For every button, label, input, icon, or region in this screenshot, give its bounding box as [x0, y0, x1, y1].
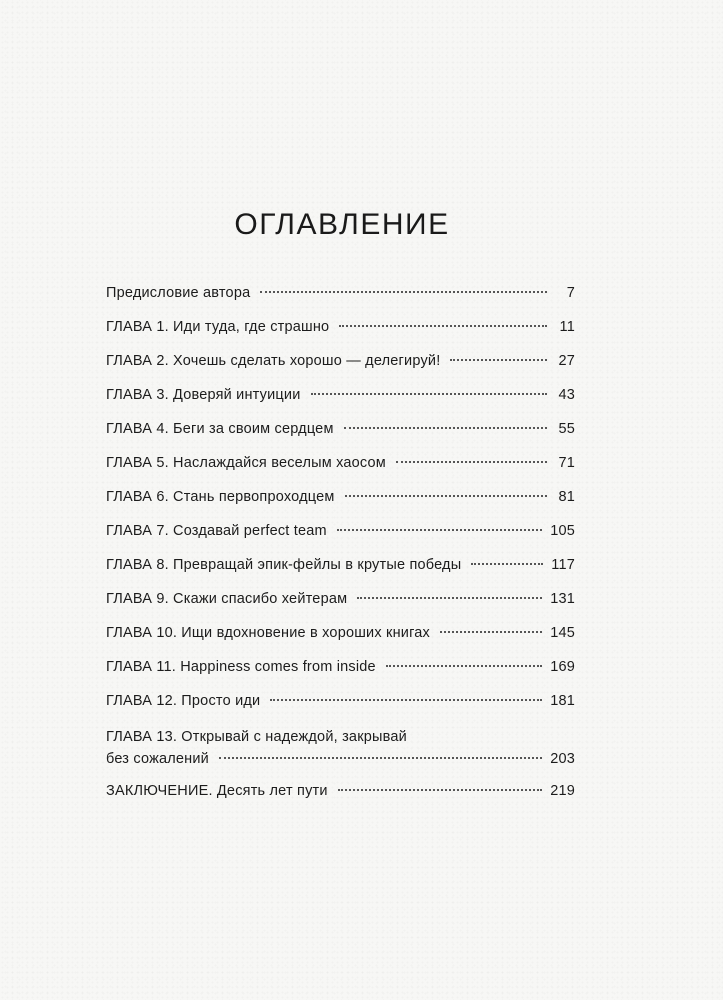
toc-entry-page: 169 — [550, 659, 575, 675]
dot-leader — [345, 495, 547, 497]
toc-entry-page: 71 — [558, 455, 575, 471]
toc-entry-chapter-10[interactable] — [106, 622, 575, 644]
dot-leader — [337, 529, 542, 531]
toc-entry-title: ГЛАВА 6. Стань первопроходцем — [106, 489, 335, 505]
dot-leader — [311, 393, 547, 395]
toc-entry-title: ГЛАВА 2. Хочешь сделать хорошо — делегируй! — [106, 353, 441, 369]
toc-entry-page: 203 — [550, 751, 575, 767]
toc-entry-preface[interactable] — [106, 282, 575, 304]
toc-entry-chapter-4[interactable] — [106, 418, 575, 440]
toc-entry-chapter-12[interactable] — [106, 690, 575, 712]
toc-entry-page: 105 — [550, 523, 575, 539]
toc-entry-title: ГЛАВА 5. Наслаждайся веселым хаосом — [106, 455, 386, 471]
toc-entry-page: 81 — [558, 489, 575, 505]
toc-entry-page: 55 — [558, 421, 575, 437]
dot-leader — [450, 359, 547, 361]
toc-entry-title: ГЛАВА 10. Ищи вдохновение в хороших книгах — [106, 625, 430, 641]
toc-entry-title: Предисловие автора — [106, 285, 251, 301]
toc-entry-page: 145 — [550, 625, 575, 641]
toc-entry-page: 27 — [558, 353, 575, 369]
toc-entry-page: 131 — [550, 591, 575, 607]
dot-leader — [270, 699, 542, 701]
toc-entry-page: 7 — [566, 285, 575, 301]
toc-entry-chapter-1[interactable] — [106, 316, 575, 338]
dot-leader — [386, 665, 542, 667]
dot-leader — [339, 325, 547, 327]
dot-leader — [260, 291, 547, 293]
toc-entry-title: ЗАКЛЮЧЕНИЕ. Десять лет пути — [106, 783, 328, 799]
toc-entry-title: ГЛАВА 3. Доверяй интуиции — [106, 387, 301, 403]
toc-list — [106, 282, 575, 802]
dot-leader — [440, 631, 542, 633]
dot-leader — [357, 597, 542, 599]
toc-entry-title: ГЛАВА 12. Просто иди — [106, 693, 261, 709]
toc-entry-chapter-8[interactable] — [106, 554, 575, 576]
toc-entry-page: 11 — [559, 319, 575, 335]
toc-entry-chapter-5[interactable] — [106, 452, 575, 474]
toc-entry-title: ГЛАВА 13. Открывай с надеждой, закрывай — [106, 729, 407, 745]
toc-title: ОГЛАВЛЕНИЕ — [234, 208, 450, 241]
dot-leader — [396, 461, 547, 463]
dot-leader — [338, 789, 543, 791]
toc-entry-chapter-9[interactable] — [106, 588, 575, 610]
toc-entry-title-continued: без сожалений — [106, 751, 209, 767]
toc-entry-chapter-6[interactable] — [106, 486, 575, 508]
dot-leader — [344, 427, 547, 429]
toc-entry-title: ГЛАВА 8. Превращай эпик-фейлы в крутые победы — [106, 557, 462, 573]
toc-entry-title: ГЛАВА 7. Создавай perfect team — [106, 523, 327, 539]
toc-entry-page: 181 — [550, 693, 575, 709]
toc-entry-chapter-3[interactable] — [106, 384, 575, 406]
toc-entry-chapter-2[interactable] — [106, 350, 575, 372]
dot-leader — [471, 563, 543, 565]
toc-entry-chapter-7[interactable] — [106, 520, 575, 542]
toc-entry-chapter-11[interactable] — [106, 656, 575, 678]
toc-entry-page: 43 — [558, 387, 575, 403]
toc-entry-page: 117 — [551, 557, 575, 573]
toc-entry-title: ГЛАВА 1. Иди туда, где страшно — [106, 319, 330, 335]
toc-entry-title: ГЛАВА 4. Беги за своим сердцем — [106, 421, 334, 437]
toc-entry-conclusion[interactable] — [106, 780, 575, 802]
toc-entry-chapter-13[interactable] — [106, 726, 575, 770]
toc-entry-page: 219 — [550, 783, 575, 799]
toc-entry-title: ГЛАВА 9. Скажи спасибо хейтерам — [106, 591, 348, 607]
dot-leader — [219, 757, 542, 759]
toc-entry-title: ГЛАВА 11. Happiness comes from inside — [106, 659, 376, 675]
